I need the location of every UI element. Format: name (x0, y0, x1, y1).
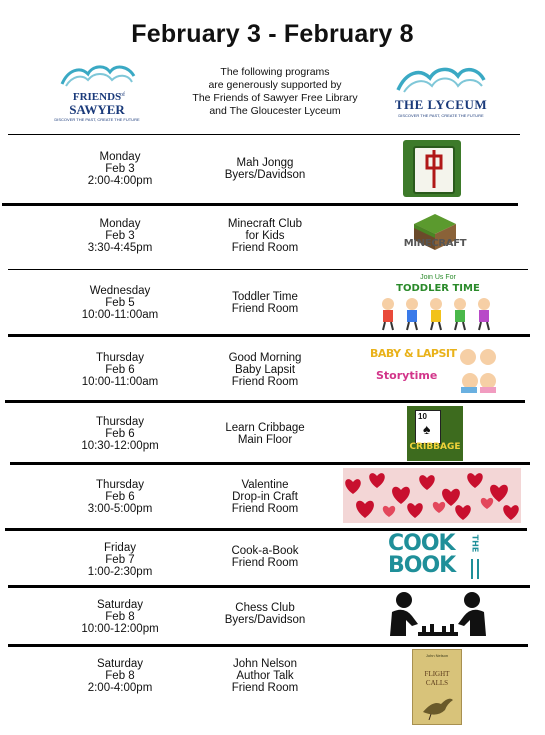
book-wordmark: BOOK (388, 553, 456, 578)
event-row (0, 403, 545, 462)
tile-face (413, 146, 455, 194)
event-day: Saturday (96, 658, 144, 670)
event-time: 3:30-4:45pm (87, 242, 153, 254)
program-line: Byers/Davidson (224, 614, 306, 626)
cook-the-book-logo (388, 533, 488, 583)
sponsor-line: The following programs (220, 66, 330, 78)
event-program (190, 157, 340, 181)
program-line: Byers/Davidson (224, 169, 306, 181)
event-date-label: Feb 3 (105, 230, 135, 242)
program-line: Friend Room (231, 242, 299, 254)
program-line: Friend Room (231, 557, 299, 569)
event-time: 10:30-12:00pm (81, 440, 159, 452)
flight-calls-book-cover (412, 649, 462, 725)
event-program (190, 352, 340, 388)
event-day: Thursday (96, 416, 144, 428)
mahjong-tile-icon (403, 140, 461, 197)
bird-icon (419, 690, 455, 720)
event-date-label: Feb 6 (105, 364, 135, 376)
program-line: Cook-a-Book (231, 545, 299, 557)
spade-icon: ♠ (423, 421, 431, 437)
event-time: 3:00-5:00pm (87, 503, 153, 515)
baby-lapsit-graphic (370, 345, 500, 395)
program-line: Friend Room (231, 303, 299, 315)
cribbage-card-icon (407, 406, 463, 461)
event-row (0, 206, 545, 269)
event-time: 1:00-2:30pm (87, 566, 153, 578)
event-date (50, 352, 190, 388)
mahjong-glyph-icon (415, 148, 453, 192)
program-line: Toddler Time (232, 291, 298, 303)
logo-right-tagline: DISCOVER THE PAST, CREATE THE FUTURE (398, 113, 484, 118)
book-author: John Nelson (425, 653, 449, 658)
program-line: Main Floor (237, 434, 293, 446)
event-row (0, 588, 545, 644)
program-line: Friend Room (231, 503, 299, 515)
event-program (190, 479, 340, 515)
chess-players-silhouette-icon (382, 590, 494, 642)
cribbage-wordmark: CRIBBAGE (409, 442, 461, 452)
program-line: Baby Lapsit (234, 364, 296, 376)
lapsit-subtitle: Storytime (376, 369, 438, 382)
event-day: Saturday (96, 599, 144, 611)
hearts-icon (343, 468, 521, 523)
event-day: Friday (104, 542, 136, 554)
friends-of-sawyer-logo (52, 62, 142, 124)
event-date-label: Feb 7 (105, 554, 135, 566)
book-title-1: FLIGHT (424, 670, 450, 678)
program-line: Author Talk (236, 670, 294, 682)
page-title: February 3 - February 8 (131, 20, 414, 48)
event-program (190, 218, 340, 254)
event-date (50, 599, 190, 635)
sponsor-line: The Friends of Sawyer Free Library (192, 92, 358, 104)
wave-icon (60, 62, 136, 88)
event-day: Monday (99, 218, 141, 230)
event-date (50, 542, 190, 578)
toddler-time-graphic (378, 274, 500, 332)
toddler-caption: Join Us For (420, 274, 456, 281)
event-row (0, 270, 545, 334)
lyceum-logo (390, 64, 492, 122)
event-day: Thursday (96, 479, 144, 491)
program-line: Valentine (241, 479, 289, 491)
logo-left-name-bottom: SAWYER (69, 102, 125, 117)
event-date-label: Feb 6 (105, 428, 135, 440)
program-line: Minecraft Club (227, 218, 303, 230)
logo-right-name: THE LYCEUM (394, 97, 488, 112)
card-rank: 10 (418, 412, 427, 421)
event-program (190, 291, 340, 315)
event-row (0, 531, 545, 585)
logo-left-name-of: of (120, 92, 125, 98)
event-row (0, 135, 545, 203)
event-row (0, 647, 545, 727)
sponsor-line: are generously supported by (208, 79, 342, 91)
event-day: Wednesday (89, 285, 151, 297)
babies-illustration-icon (456, 347, 500, 393)
logo-left-name-top: FRIENDS (72, 91, 122, 103)
program-line: Mah Jongg (236, 157, 294, 169)
sponsor-line: and The Gloucester Lyceum (209, 105, 341, 117)
event-time: 10:00-11:00am (81, 309, 159, 321)
the-wordmark: THE (470, 534, 480, 553)
program-line: Chess Club (235, 602, 295, 614)
event-date (50, 416, 190, 452)
event-date-label: Feb 8 (105, 670, 135, 682)
minecraft-wordmark: MINECRAFT (403, 238, 467, 249)
event-time: 2:00-4:00pm (87, 175, 153, 187)
chess-players-icon (382, 590, 494, 642)
book-title-2: CALLS (425, 679, 449, 687)
event-date-label: Feb 8 (105, 611, 135, 623)
event-date (50, 151, 190, 187)
playing-card (415, 410, 441, 444)
lapsit-title: BABY & LAPSIT (370, 347, 457, 360)
utensils-icon (468, 559, 482, 579)
wave-icon (396, 64, 486, 94)
event-program (190, 602, 340, 626)
event-row (0, 465, 545, 528)
event-day: Monday (99, 151, 141, 163)
minecraft-logo (400, 212, 470, 262)
event-date (50, 285, 190, 321)
program-line: Friend Room (231, 376, 299, 388)
event-time: 2:00-4:00pm (87, 682, 153, 694)
event-date-label: Feb 3 (105, 163, 135, 175)
event-date-label: Feb 6 (105, 491, 135, 503)
event-time: 10:00-11:00am (81, 376, 159, 388)
cook-wordmark: COOK (388, 533, 455, 556)
event-time: 10:00-12:00pm (81, 623, 159, 635)
program-line: Drop-in Craft (232, 491, 298, 503)
program-line: Learn Cribbage (225, 422, 305, 434)
event-date (50, 218, 190, 254)
event-program (190, 545, 340, 569)
event-date (50, 658, 190, 694)
event-date (50, 479, 190, 515)
sponsor-text (170, 66, 380, 118)
toddlers-illustration-icon (378, 296, 500, 332)
program-line: Good Morning (228, 352, 302, 364)
valentine-hearts-photo (343, 468, 521, 523)
program-line: for Kids (245, 230, 285, 242)
program-line: John Nelson (233, 658, 297, 670)
toddler-title: TODDLER TIME (396, 283, 480, 294)
event-program (190, 422, 340, 446)
event-date-label: Feb 5 (105, 297, 135, 309)
logo-left-tagline: DISCOVER THE PAST, CREATE THE FUTURE (54, 117, 140, 122)
event-program (190, 658, 340, 694)
program-line: Friend Room (231, 682, 299, 694)
event-row (0, 337, 545, 400)
event-day: Thursday (96, 352, 144, 364)
